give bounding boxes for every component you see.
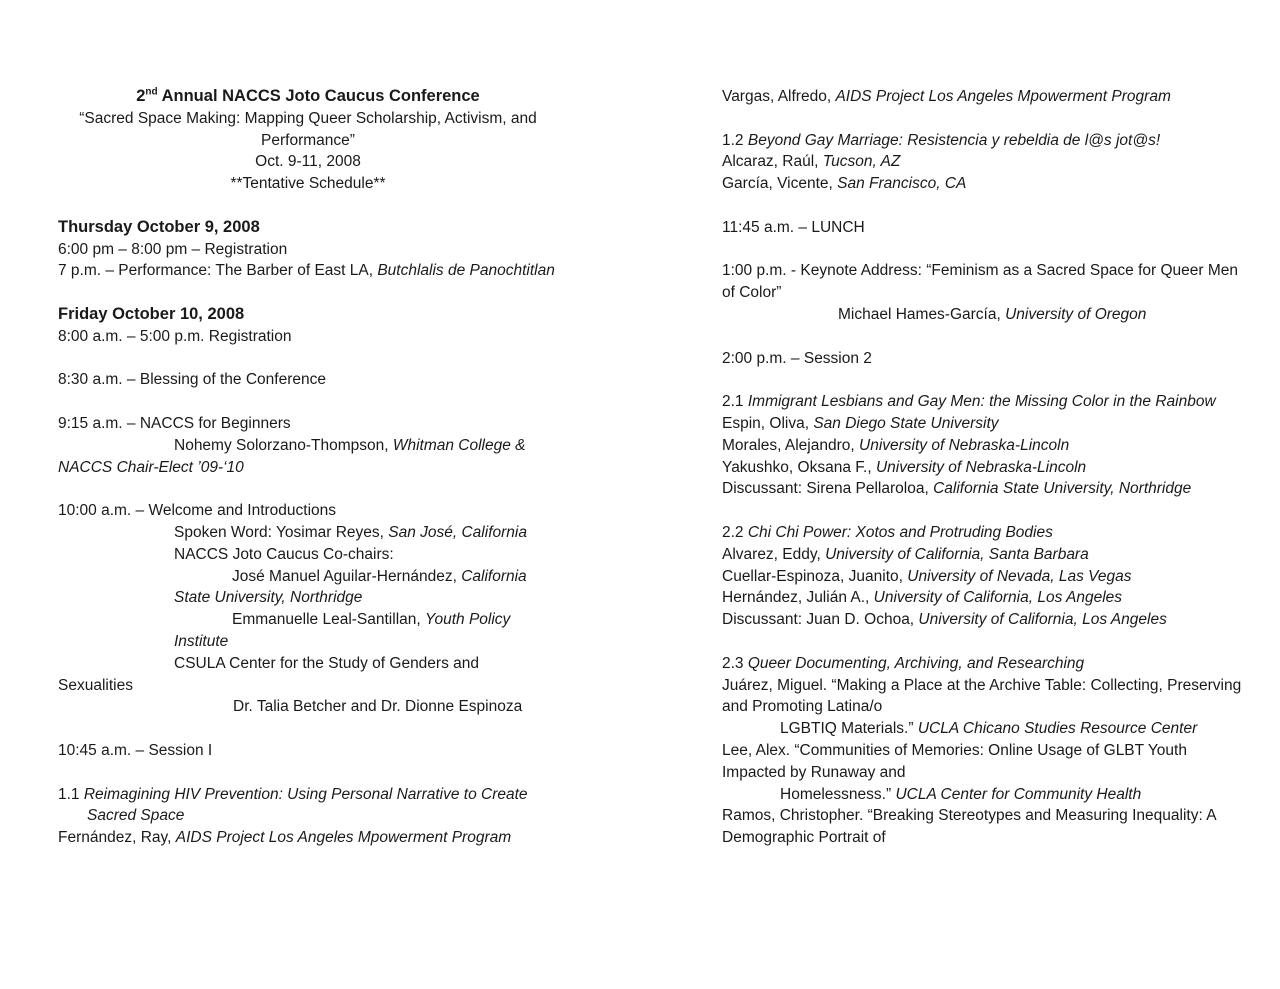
- lee-paper: Lee, Alex. “Communities of Memories: Online Usage of GLBT Youth Impacted by Runaway and: [722, 741, 1187, 781]
- discussant-name: Discussant: Juan D. Ochoa,: [722, 611, 919, 629]
- beginners-presenter: [58, 435, 558, 479]
- presenter-name: Fernández, Ray,: [58, 829, 176, 847]
- discussant-name: Discussant: Sirena Pellaroloa,: [722, 480, 934, 498]
- session-number: 1.1: [58, 785, 84, 803]
- blessing-item: 8:30 a.m. – Blessing of the Conference: [58, 371, 326, 389]
- alcaraz-presenter: [722, 151, 1242, 173]
- session-2-3-title: [722, 653, 1242, 675]
- presenter-name: Alcaraz, Raúl,: [722, 153, 823, 171]
- presenter-affiliation: University of Nebraska-Lincoln: [859, 436, 1070, 454]
- spoken-word-name: Spoken Word: Yosimar Reyes,: [174, 523, 389, 541]
- presenter-affiliation: San Francisco, CA: [837, 175, 967, 193]
- beginners-item: 9:15 a.m. – NACCS for Beginners: [58, 414, 291, 432]
- presenter-affiliation: University of California, Los Angeles: [873, 589, 1123, 607]
- garcia-presenter: [722, 173, 1242, 195]
- cochair-2-name: Emmanuelle Leal-Santillan,: [232, 611, 425, 629]
- presenter-affiliation: San Diego State University: [813, 414, 999, 432]
- lunch-item: 11:45 a.m. – LUNCH: [722, 218, 865, 236]
- session-2-1-title: [722, 391, 1242, 413]
- conference-header: [58, 86, 558, 195]
- csula-center-cont: Sexualities: [58, 676, 133, 694]
- left-column: [58, 86, 558, 849]
- spoken-word: [58, 522, 558, 544]
- conference-title: [58, 86, 558, 108]
- juarez-paper: Juárez, Miguel. “Making a Place at the Archive Table: Collecting, Preserving and Promoting Latina/o: [722, 676, 1242, 716]
- presenter-name: Espin, Oliva,: [722, 414, 814, 432]
- session-title: Beyond Gay Marriage: Resistencia y rebeldia de l@s jot@s!: [747, 131, 1161, 149]
- session-1-heading: 10:45 a.m. – Session I: [58, 741, 213, 759]
- cochair-1-name: José Manuel Aguilar-Hernández,: [232, 567, 462, 585]
- lee-paper-cont: [722, 784, 1242, 806]
- cochair-1-affiliation: California State University, Northridge: [174, 567, 527, 607]
- presenter-name: Vargas, Alfredo,: [722, 88, 836, 105]
- hernandez-presenter: [722, 587, 1242, 609]
- presenter-affiliation: AIDS Project Los Angeles Mpowerment Program: [175, 829, 512, 847]
- presenter-affiliation: Tucson, AZ: [822, 153, 901, 171]
- performance-text: 7 p.m. – Performance: The Barber of East LA,: [58, 262, 378, 280]
- paper-title-cont: LGBTIQ Materials.”: [780, 720, 918, 738]
- welcome-item: 10:00 a.m. – Welcome and Introductions: [58, 502, 337, 520]
- session-number: 2.3: [722, 654, 748, 672]
- csula-people: Dr. Talia Betcher and Dr. Dionne Espinoza: [233, 698, 523, 716]
- presenter-affiliation: University of Oregon: [1005, 305, 1147, 323]
- friday-heading: Friday October 10, 2008: [58, 304, 245, 323]
- juarez-paper-cont: [722, 718, 1242, 740]
- vargas-presenter: [722, 86, 1242, 108]
- presenter-affiliation: University of California, Santa Barbara: [825, 545, 1089, 563]
- cochair-2: [58, 609, 558, 653]
- session-1-1-presenter: [58, 827, 558, 849]
- session-number: 2.1: [722, 393, 748, 411]
- performance-group: Butchlalis de Panochtitlan: [377, 262, 555, 280]
- presenter-name: Nohemy Solorzano-Thompson,: [174, 436, 393, 454]
- title-ordinal-sup: nd: [145, 86, 158, 98]
- right-column: [722, 86, 1242, 849]
- title-text: Annual NACCS Joto Caucus Conference: [157, 87, 480, 105]
- friday-registration: 8:00 a.m. – 5:00 p.m. Registration: [58, 327, 292, 345]
- presenter-name: Morales, Alejandro,: [722, 436, 859, 454]
- session-2-heading: 2:00 p.m. – Session 2: [722, 349, 872, 367]
- spoken-word-location: San José, California: [388, 523, 527, 541]
- conference-dates: Oct. 9-11, 2008: [255, 153, 361, 171]
- morales-presenter: [722, 435, 1242, 457]
- discussant-affiliation: California State University, Northridge: [933, 480, 1192, 498]
- thursday-registration: 6:00 pm – 8:00 pm – Registration: [58, 240, 288, 258]
- csula-center: CSULA Center for the Study of Genders and: [174, 654, 480, 672]
- presenter-affiliation: University of Nevada, Las Vegas: [907, 567, 1132, 585]
- alvarez-presenter: [722, 544, 1242, 566]
- presenter-name: Cuellar-Espinoza, Juanito,: [722, 567, 908, 585]
- presenter-name: Alvarez, Eddy,: [722, 545, 826, 563]
- session-number: 1.2: [722, 131, 748, 149]
- thursday-heading: Thursday October 9, 2008: [58, 217, 260, 236]
- yakushko-presenter: [722, 457, 1242, 479]
- title-ordinal: 2: [136, 87, 146, 105]
- ramos-paper: Ramos, Christopher. “Breaking Stereotypes and Measuring Inequality: A Demographic Portrait of: [722, 807, 1216, 847]
- presenter-name: Yakushko, Oksana F.,: [722, 458, 876, 476]
- session-title: Chi Chi Power: Xotos and Protruding Bodies: [747, 523, 1053, 541]
- presenter-name: Michael Hames-García,: [838, 305, 1006, 323]
- discussant-2-2: [722, 609, 1242, 631]
- session-title: Reimagining HIV Prevention: Using Personal Narrative to Create Sacred Space: [83, 785, 528, 825]
- session-2-2-title: [722, 522, 1242, 544]
- keynote-item: 1:00 p.m. - Keynote Address: “Feminism as a Sacred Space for Queer Men of Color”: [722, 262, 1239, 302]
- thursday-performance: [58, 260, 558, 282]
- discussant-affiliation: University of California, Los Angeles: [918, 611, 1167, 629]
- session-title: Immigrant Lesbians and Gay Men: the Missing Color in the Rainbow: [747, 393, 1216, 411]
- cochairs-label: NACCS Joto Caucus Co-chairs:: [174, 545, 394, 563]
- presenter-affiliation: Whitman College & NACCS Chair-Elect ’09-‘10: [58, 436, 526, 476]
- cuellar-presenter: [722, 566, 1242, 588]
- session-number: 2.2: [722, 523, 748, 541]
- presenter-affiliation: University of Nebraska-Lincoln: [875, 458, 1087, 476]
- discussant-2-1: [722, 478, 1242, 500]
- keynote-speaker: [722, 304, 1242, 326]
- presenter-name: Hernández, Julián A.,: [722, 589, 874, 607]
- presenter-affiliation: UCLA Center for Community Health: [895, 785, 1142, 803]
- espin-presenter: [722, 413, 1242, 435]
- presenter-name: García, Vicente,: [722, 175, 838, 193]
- conference-theme: “Sacred Space Making: Mapping Queer Scholarship, Activism, and Performance”: [79, 109, 537, 149]
- session-1-2-title: [722, 130, 1242, 152]
- presenter-affiliation: AIDS Project Los Angeles Mpowerment Program: [835, 88, 1171, 105]
- session-1-1-title: [58, 784, 558, 828]
- presenter-affiliation: UCLA Chicano Studies Resource Center: [917, 720, 1198, 738]
- session-title: Queer Documenting, Archiving, and Researching: [747, 654, 1085, 672]
- paper-title-cont: Homelessness.”: [780, 785, 896, 803]
- tentative-label: **Tentative Schedule**: [230, 175, 386, 193]
- cochair-1: [58, 566, 558, 610]
- cochair-2-affiliation: Youth Policy Institute: [174, 611, 511, 650]
